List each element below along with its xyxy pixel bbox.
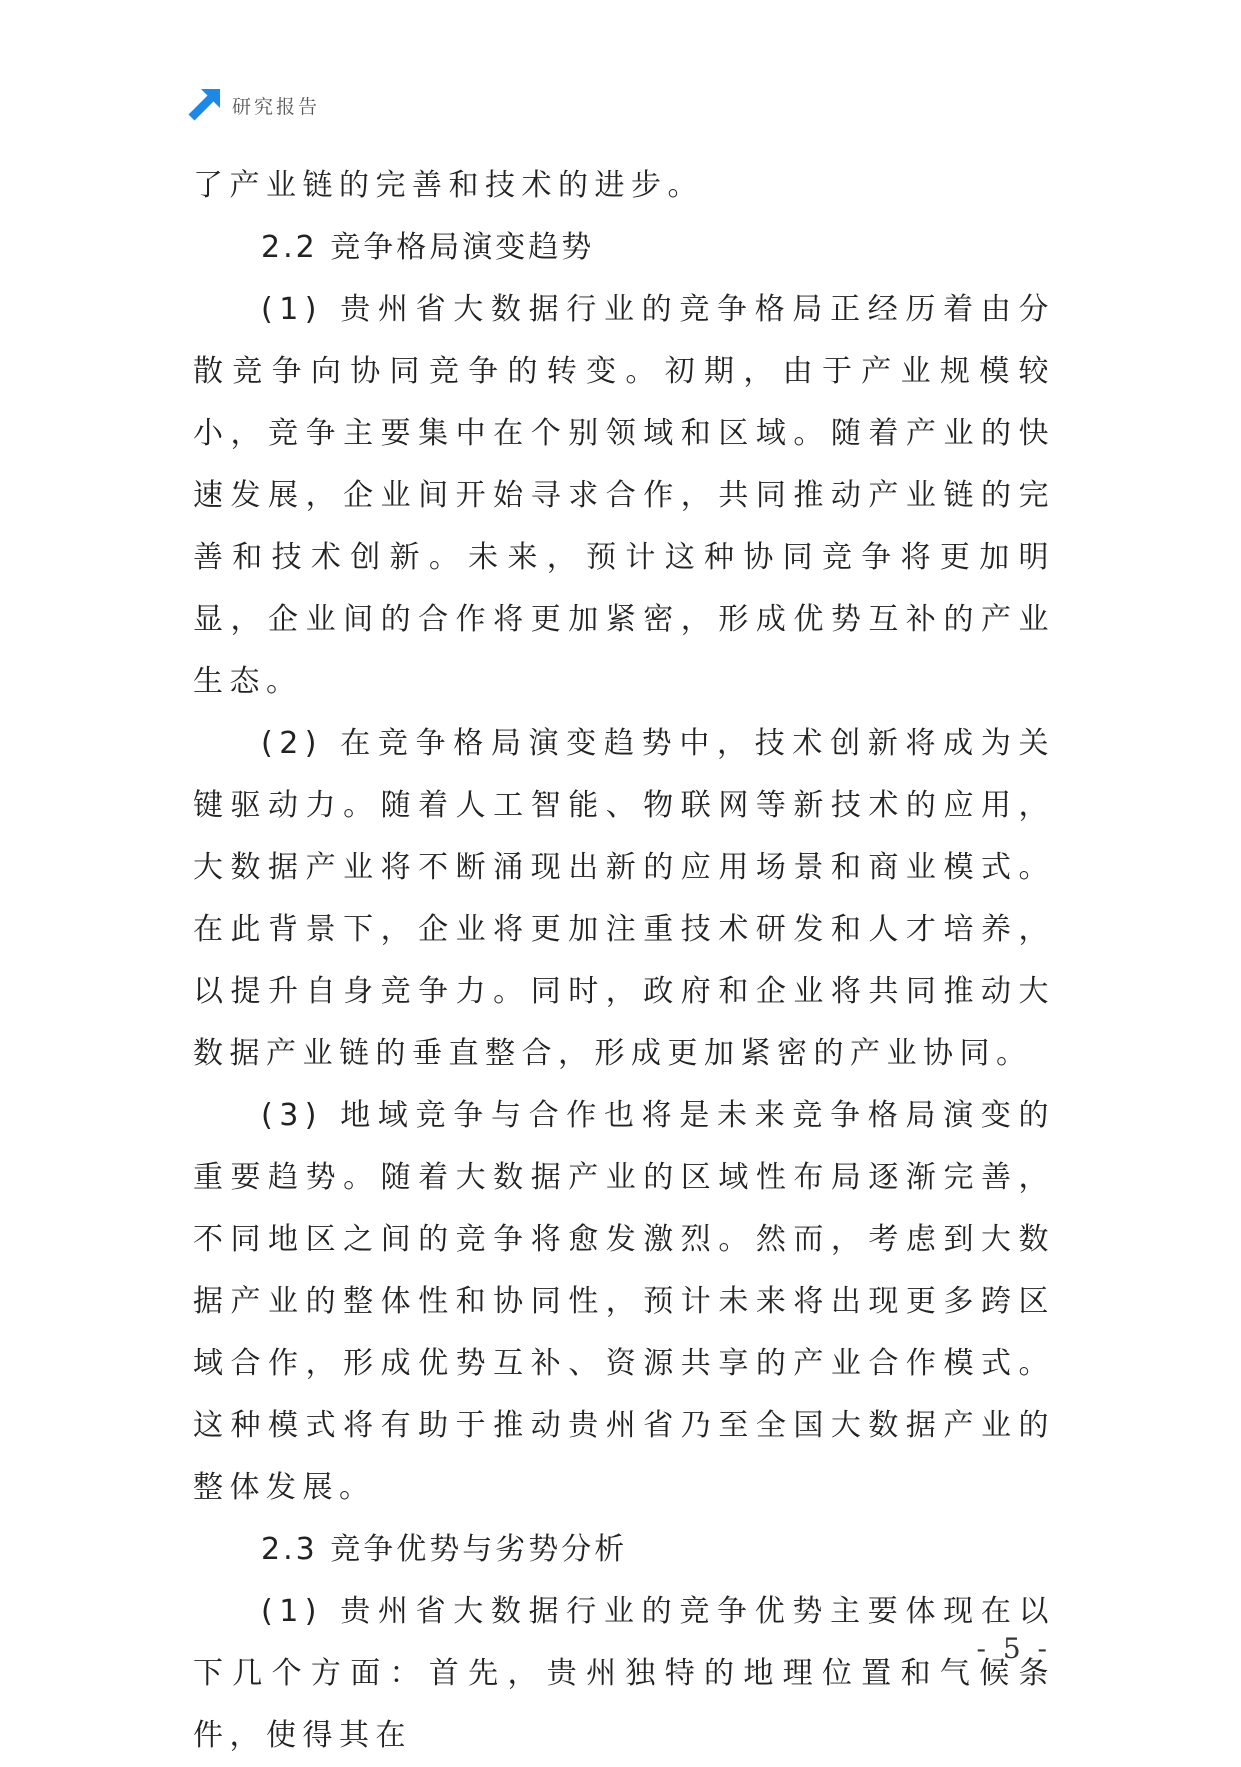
arrow-up-right-icon bbox=[188, 89, 220, 121]
paragraph-2-2-2: (2) 在竞争格局演变趋势中，技术创新将成为关键驱动力。随着人工智能、物联网等新技术的应用，大数据产业将不断涌现出新的应用场景和商业模式。在此背景下，企业将更加注重技术研发和人才培养，以提升自身竞争力。同时，政府和企业将共同推动大数据产业链的垂直整合，形成更加紧密的产业协同。 bbox=[193, 726, 1055, 1071]
page-header bbox=[188, 87, 320, 123]
paragraph-2-2-1: (1) 贵州省大数据行业的竞争格局正经历着由分散竞争向协同竞争的转变。初期，由于产业规模较小，竞争主要集中在个别领域和区域。随着产业的快速发展，企业间开始寻求合作，共同推动产业链的完善和技术创新。未来，预计这种协同竞争将更加明显，企业间的合作将更加紧密，形成优势互补的产业生态。 bbox=[193, 292, 1055, 699]
section-heading-2-3: 2.3 竞争优势与劣势分析 bbox=[261, 1532, 628, 1567]
page-number: - 5 - bbox=[976, 1632, 1051, 1665]
continuation-paragraph: 了产业链的完善和技术的进步。 bbox=[193, 168, 704, 203]
paragraph-2-2-3: (3) 地域竞争与合作也将是未来竞争格局演变的重要趋势。随着大数据产业的区域性布局逐渐完善，不同地区之间的竞争将愈发激烈。然而，考虑到大数据产业的整体性和协同性，预计未来将出现更多跨区域合作，形成优势互补、资源共享的产业合作模式。这种模式将有助于推动贵州省乃至全国大数据产业的整体发展。 bbox=[193, 1098, 1055, 1505]
report-label: 研究报告 bbox=[232, 95, 321, 118]
paragraph-2-3-1: (1) 贵州省大数据行业的竞争优势主要体现在以下几个方面：首先，贵州独特的地理位置和气候条件，使得其在 bbox=[193, 1594, 1055, 1753]
section-heading-2-2: 2.2 竞争格局演变趋势 bbox=[261, 230, 595, 265]
document-body bbox=[193, 155, 1055, 1767]
